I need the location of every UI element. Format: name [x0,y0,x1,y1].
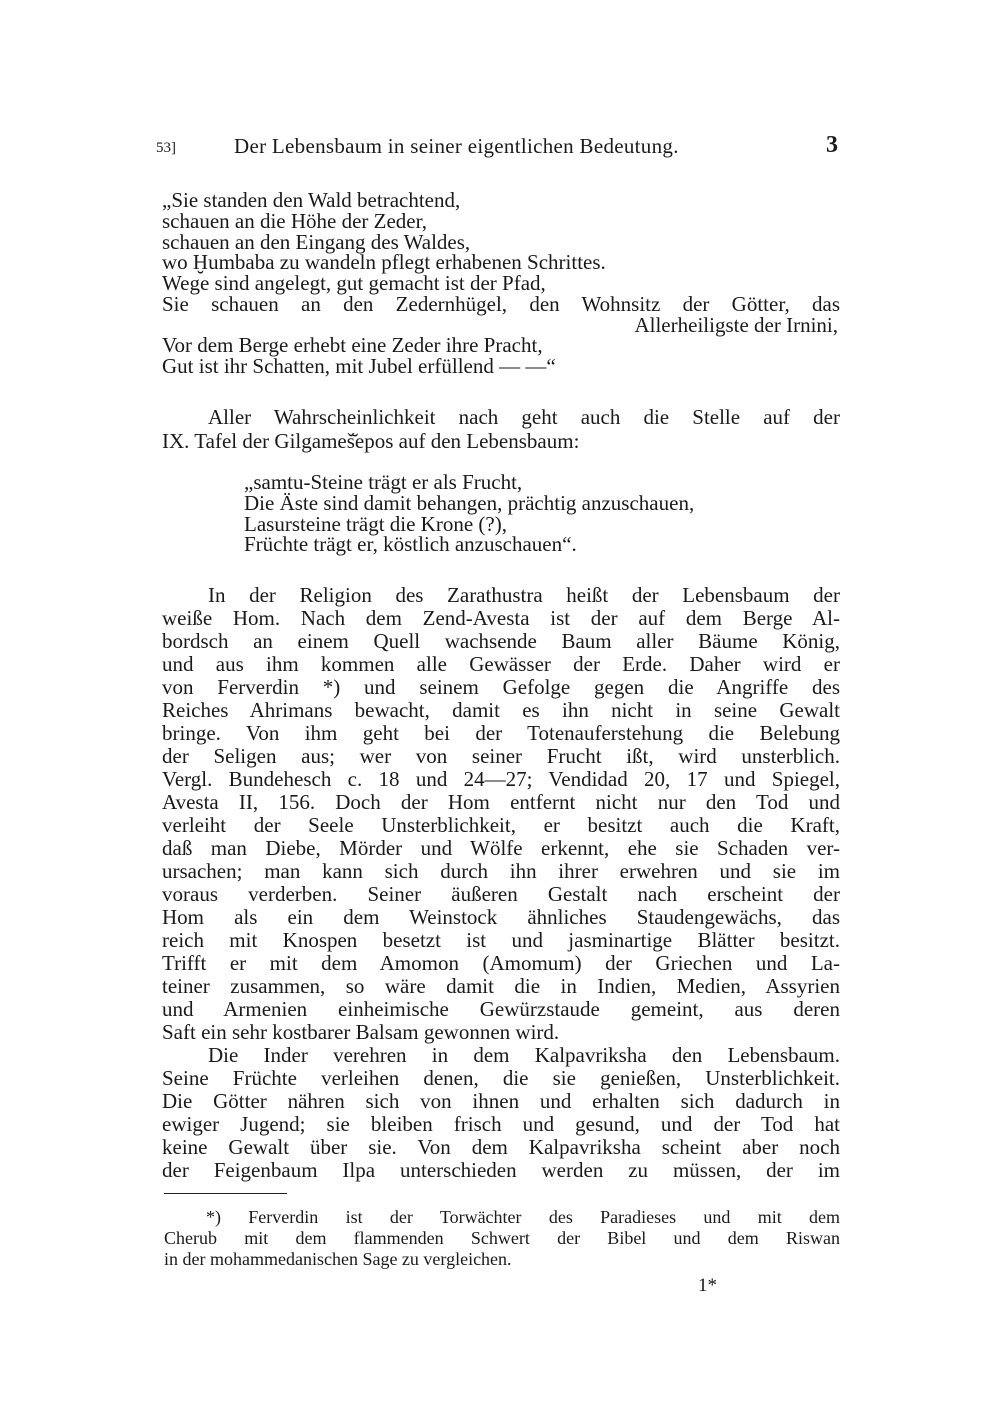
verse-line: Sie schauen an den Zedernhügel, den Wohnsitz der Götter, das [162,292,840,316]
text-line: daß man Diebe, Mörder und Wölfe erkennt, ehe sie Schaden ver- [162,836,840,860]
page-number: 3 [826,132,838,158]
text-line: Die Götter nähren sich von ihnen und erhalten sich dadurch in [162,1089,840,1113]
text-line: Trifft er mit dem Amomon (Amomum) der Griechen und La- [162,951,840,975]
text-line: voraus verderben. Seiner äußeren Gestalt nach erscheint der [162,882,840,906]
footnote-line: in der mohammedanischen Sage zu vergleichen. [164,1249,512,1269]
verse-line: Lasursteine trägt die Krone (?), [244,512,507,536]
footnote-line: *) Ferverdin ist der Torwächter des Paradieses und mit dem [206,1207,840,1227]
verse-line: „Sie standen den Wald betrachtend, [162,188,461,212]
text-line: In der Religion des Zarathustra heißt der Lebensbaum der [208,583,840,607]
verse-line: Die Äste sind damit behangen, prächtig anzuschauen, [244,491,695,515]
verse-line: Wege sind angelegt, gut gemacht ist der Pfad, [162,271,546,295]
text-line: Seine Früchte verleihen denen, die sie genießen, Unsterblichkeit. [162,1066,840,1090]
footnote-line: Cherub mit dem flammenden Schwert der Bibel und dem Riswan [164,1228,840,1248]
text-line: der Seligen aus; wer von seiner Frucht ißt, wird unsterblich. [162,744,840,768]
text-line: weiße Hom. Nach dem Zend-Avesta ist der auf dem Berge Al- [162,606,840,630]
header-title: Der Lebensbaum in seiner eigentlichen Bedeutung. [234,134,679,158]
text-line: ewiger Jugend; sie bleiben frisch und gesund, und der Tod hat [162,1112,840,1136]
text-line: verleiht der Seele Unsterblichkeit, er besitzt auch die Kraft, [162,813,840,837]
text-line: Die Inder verehren in dem Kalpavriksha den Lebensbaum. [208,1043,840,1067]
text-line: Hom als ein dem Weinstock ähnliches Staudengewächs, das [162,905,840,929]
verse-line: schauen an die Höhe der Zeder, [162,209,428,233]
text-line: bringe. Von ihm geht bei der Totenauferstehung die Belebung [162,721,840,745]
text-line: Saft ein sehr kostbarer Balsam gewonnen wird. [162,1020,560,1044]
text-line: keine Gewalt über sie. Von dem Kalpavriksha scheint aber noch [162,1135,840,1159]
header-page-ref: 53] [156,140,176,156]
verse-line: Früchte trägt er, köstlich anzuschauen“. [244,532,577,556]
text-line: bordsch an einem Quell wachsende Baum aller Bäume König, [162,629,840,653]
text-line: ursachen; man kann sich durch ihn ihrer erwehren und sie im [162,859,840,883]
text-line: und aus ihm kommen alle Gewässer der Erde. Daher wird er [162,652,840,676]
text-line: Vergl. Bundehesch c. 18 und 24—27; Vendidad 20, 17 und Spiegel, [162,767,840,791]
text-line: von Ferverdin *) und seinem Gefolge gegen die Angriffe des [162,675,840,699]
verse-line: Gut ist ihr Schatten, mit Jubel erfüllend — —“ [162,354,556,378]
verse-line: „samtu-Steine trägt er als Frucht, [244,470,523,494]
running-header [156,134,840,164]
text-line: reich mit Knospen besetzt ist und jasminartige Blätter besitzt. [162,928,840,952]
text-line: Avesta II, 156. Doch der Hom entfernt nicht nur den Tod und [162,790,840,814]
text-line: Aller Wahrscheinlichkeit nach geht auch die Stelle auf der [208,405,840,429]
text-line: der Feigenbaum Ilpa unterschieden werden zu müssen, der im [162,1158,840,1182]
text-line: Reiches Ahrimans bewacht, damit es ihn nicht in seine Gewalt [162,698,840,722]
verse-line: schauen an den Eingang des Waldes, [162,230,471,254]
text-line: IX. Tafel der Gilgameš̆epos auf den Lebensbaum: [162,429,580,453]
text-line: und Armenien einheimische Gewürzstaude gemeint, aus deren [162,997,840,1021]
text-line: teiner zusammen, so wäre damit die in Indien, Medien, Assyrien [162,974,840,998]
signature-mark: 1* [698,1275,717,1296]
verse-line: Vor dem Berge erhebt eine Zeder ihre Pracht, [162,333,543,357]
verse-line: wo Ḫumbaba zu wandeln pflegt erhabenen Schrittes. [162,250,606,274]
footnote-divider [164,1193,287,1194]
verse-line: Allerheiligste der Irnini, [634,313,838,337]
